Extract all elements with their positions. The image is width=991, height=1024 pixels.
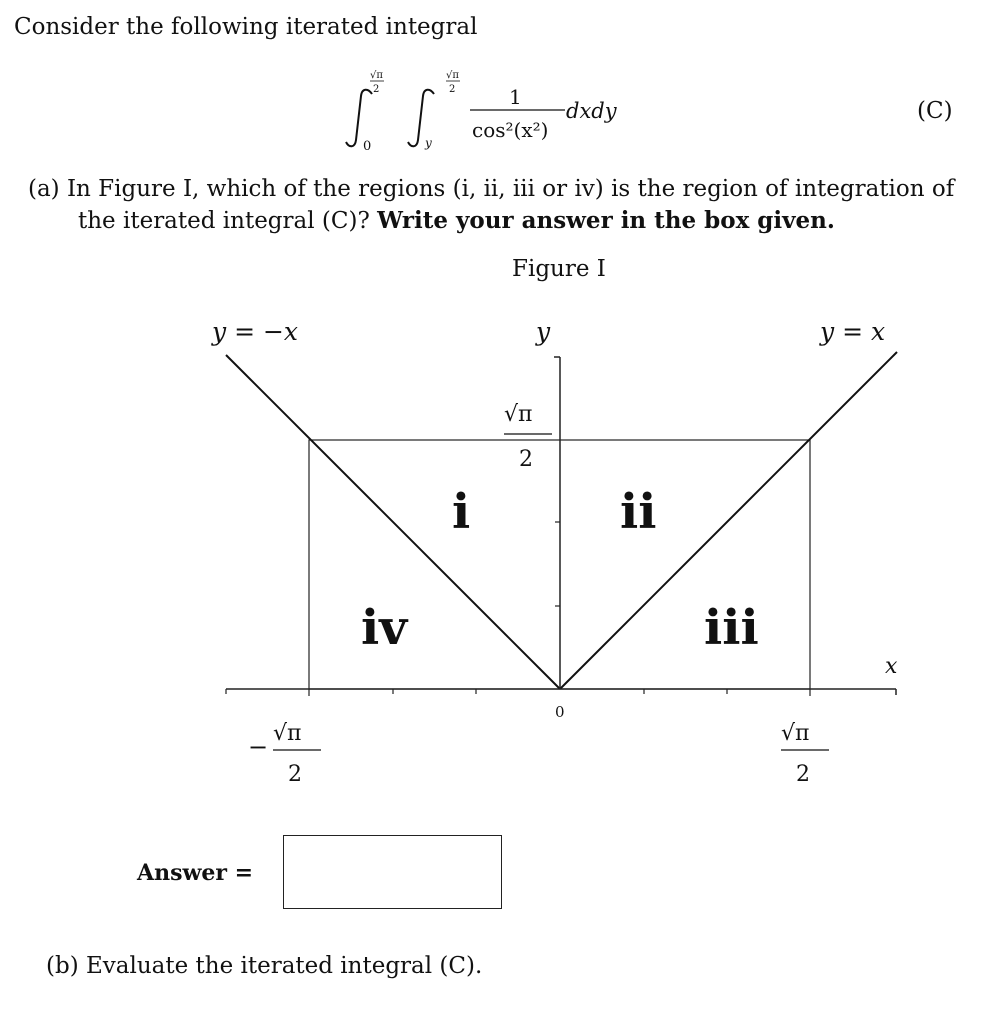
label-y-neg-x: y = −x	[212, 317, 299, 346]
y-tick-num: √π	[504, 402, 533, 427]
answer-label: Answer =	[137, 860, 254, 886]
inner-upper-num: √π	[446, 70, 459, 81]
inner-lower: y	[425, 136, 432, 150]
outer-upper-num: √π	[370, 70, 383, 81]
integrand-denominator: cos²(x²)	[472, 118, 549, 142]
outer-integral-sign	[346, 90, 372, 147]
y-axis-label: y	[536, 317, 551, 346]
region-label-i: i	[452, 484, 471, 540]
x-neg-den: 2	[288, 762, 302, 787]
x-neg-num: √π	[273, 721, 302, 746]
question-b: (b) Evaluate the iterated integral (C).	[46, 953, 483, 979]
outer-lower: 0	[363, 139, 372, 154]
x-pos-num: √π	[781, 721, 810, 746]
intro-text: Consider the following iterated integral	[14, 14, 478, 40]
question-a-line1: (a) In Figure I, which of the regions (i, ii, iii or iv) is the region of integration of	[28, 176, 955, 202]
integral-label: (C)	[917, 98, 953, 124]
x-axis-label: x	[885, 654, 898, 679]
figure-title: Figure I	[512, 256, 606, 282]
x-neg-sign: −	[248, 733, 269, 761]
iterated-integral	[346, 70, 618, 154]
y-tick-den: 2	[519, 447, 533, 472]
differential: dxdy	[566, 99, 617, 123]
outer-upper-den: 2	[373, 84, 380, 95]
region-label-iv: iv	[361, 600, 408, 656]
x-pos-den: 2	[796, 762, 810, 787]
question-a-line2	[78, 207, 835, 236]
inner-upper-den: 2	[449, 84, 456, 95]
label-y-x: y = x	[820, 317, 886, 346]
region-label-iii: iii	[704, 600, 759, 656]
question-a-instruction: Write your answer in the box given.	[377, 207, 835, 234]
figure-i	[211, 317, 898, 787]
origin-label: 0	[555, 703, 565, 721]
integrand-numerator: 1	[509, 85, 522, 109]
question-a-plain: the iterated integral (C)?	[78, 208, 378, 234]
answer-box[interactable]	[283, 835, 502, 909]
region-label-ii: ii	[620, 484, 657, 540]
